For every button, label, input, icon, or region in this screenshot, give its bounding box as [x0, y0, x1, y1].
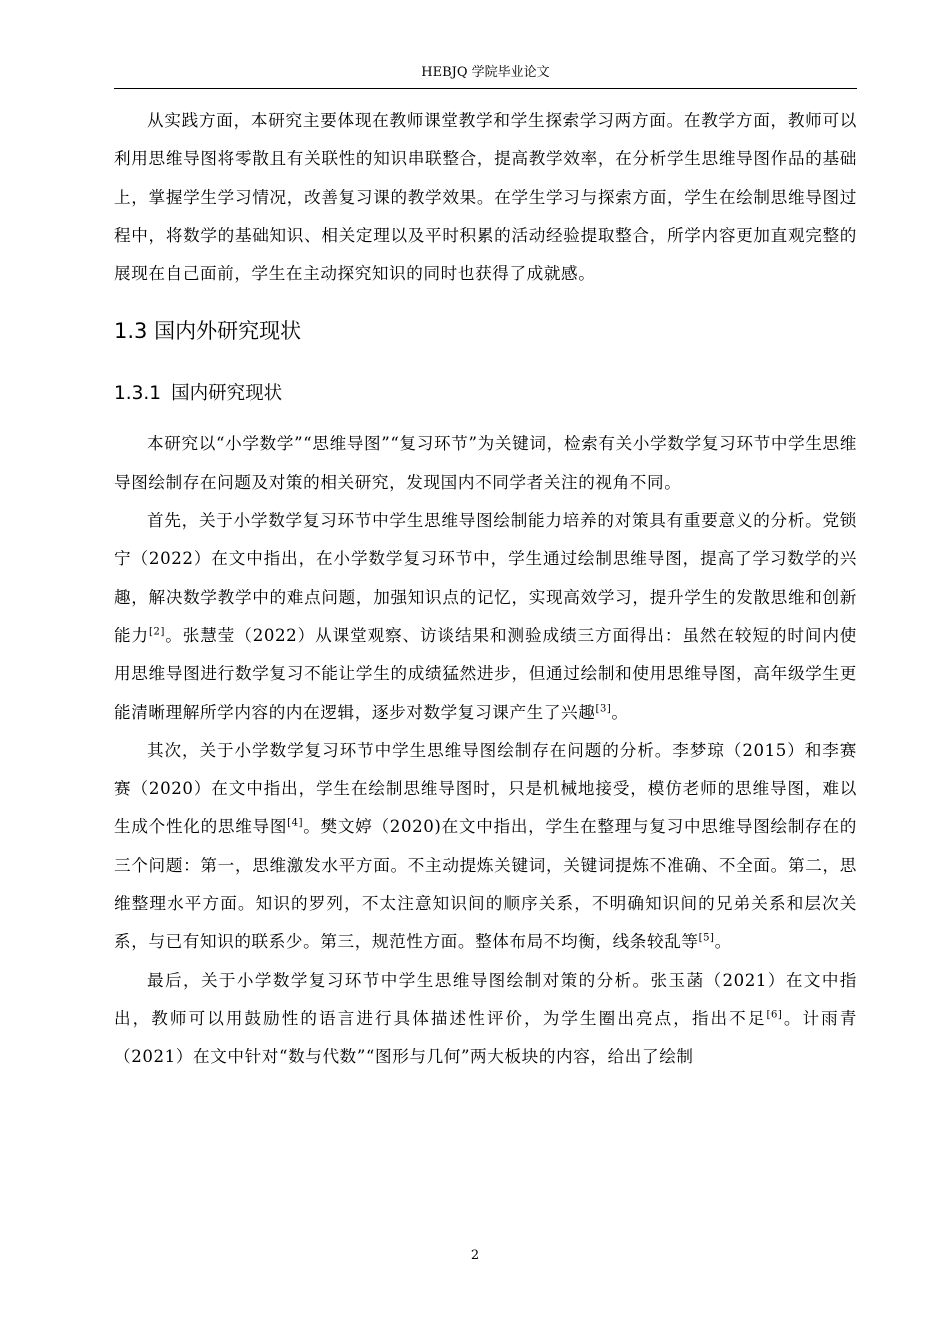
paragraph-second: [114, 732, 857, 962]
citation-ref: [3]: [595, 703, 612, 715]
paragraph-text: 从实践方面，本研究主要体现在教师课堂教学和学生探索学习两方面。在教学方面，教师可以利用思维导图将零散且有关联性的知识串联整合，提高教学效率，在分析学生思维导图作品的基础上，掌握学生学习情况，改善复习课的教学效果。在学生学习与探索方面，学生在绘制思维导图过程中，将数学的基础知识、相关定理以及平时积累的活动经验提取整合，所学内容更加直观完整的展现在自己面前，学生在主动探究知识的同时也获得了成就感。: [114, 111, 857, 284]
page-number: 2: [470, 1248, 480, 1263]
document-body: [114, 102, 857, 1077]
paragraph-text: 首先，关于小学数学复习环节中学生思维导图绘制能力培养的对策具有重要意义的分析。党锁宁（2022）在文中指出，在小学数学复习环节中，学生通过绘制思维导图，提高了学习数学的兴趣，解决数学教学中的难点问题，加强知识点的记忆，实现高效学习，提升学生的发散思维和创新能力: [114, 511, 857, 645]
paragraph-intro: [114, 425, 857, 502]
paragraph-text: 。: [611, 702, 629, 722]
paragraph-first: [114, 502, 857, 732]
paragraph-text: 。樊文婷（2020)在文中指出，学生在整理与复习中思维导图绘制存在的三个问题：第一，思维激发水平方面。不主动提炼关键词，关键词提炼不准确、不全面。第二，思维整理水平方面。知识的罗列，不太注意知识间的顺序关系，不明确知识间的兄弟关系和层次关系，与已有知识的联系少。第三，规范性方面。整体布局不均衡，线条较乱等: [114, 817, 858, 952]
citation-ref: [5]: [698, 932, 715, 944]
page-header: [114, 58, 857, 89]
paragraph-text: 其次，关于小学数学复习环节中学生思维导图绘制存在问题的分析。李梦琼（2015）和李赛赛（2020）在文中指出，学生在绘制思维导图时，只是机械地接受，模仿老师的思维导图，难以生成个性化的思维导图: [114, 740, 857, 837]
subsection-title: 国内研究现状: [171, 383, 283, 405]
citation-ref: [4]: [287, 817, 304, 829]
citation-ref: [6]: [766, 1009, 783, 1021]
header-title: HEBJQ 学院毕业论文: [421, 65, 550, 80]
paragraph-text: 最后，关于小学数学复习环节中学生思维导图绘制对策的分析。张玉菡（2021）在文中指出，教师可以用鼓励性的语言进行具体描述性评价，为学生圈出亮点，指出不足: [114, 970, 857, 1028]
citation-ref: [2]: [148, 626, 165, 638]
section-heading: 1.3 国内外研究现状: [114, 319, 302, 344]
paragraph-text: 。张慧莹（2022）从课堂观察、访谈结果和测验成绩三方面得出：虽然在较短的时间内使用思维导图进行数学复习不能让学生的成绩猛然进步，但通过绘制和使用思维导图，高年级学生更能清晰理解所学内容的内在逻辑，逐步对数学复习课产生了兴趣: [114, 625, 858, 722]
paragraph-practice: [114, 102, 857, 293]
subsection-number: 1.3.1: [114, 383, 162, 405]
paragraph-text: 本研究以“小学数学”“思维导图”“复习环节”为关键词，检索有关小学数学复习环节中学生思维导图绘制存在问题及对策的相关研究，发现国内不同学者关注的视角不同。: [114, 434, 857, 492]
paragraph-text: 。计雨青（2021）在文中针对“数与代数”“图形与几何”两大板块的内容，给出了绘制: [114, 1008, 858, 1067]
subsection-heading: [114, 379, 857, 425]
paragraph-last: [114, 962, 857, 1077]
paragraph-text: 。: [714, 932, 732, 952]
